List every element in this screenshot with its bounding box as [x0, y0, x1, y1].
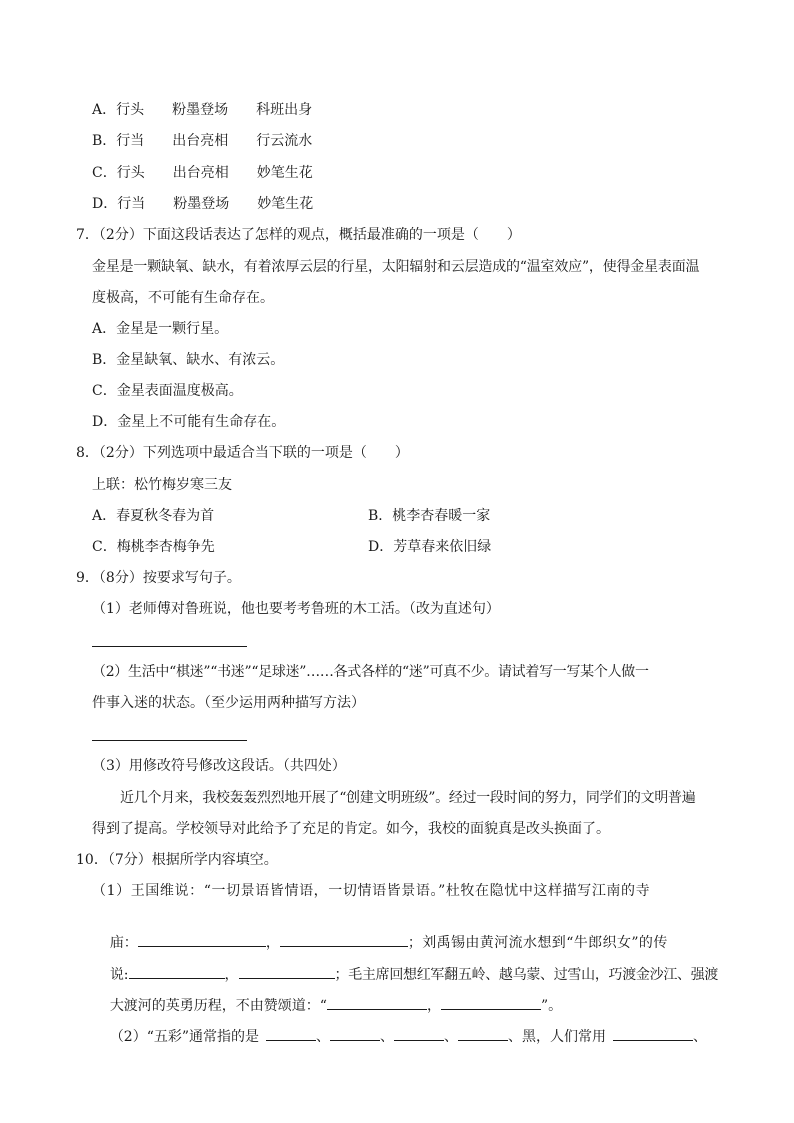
q10-sub2-sep-2: 、: [380, 1029, 395, 1045]
q7-option-c: C．金星表面温度极高。: [92, 383, 243, 399]
q7-passage-line-1: 金星是一颗缺氧、缺水，有着浓厚云层的行星，太阳辐射和云层造成的“温室效应”，使得金星表面温: [92, 259, 700, 275]
q10-line2-suffix: ；刘禹锡由黄河流水想到“牛郎织女”的传: [407, 935, 668, 951]
q8-couplet: 上联：松竹梅岁寒三友: [92, 477, 232, 493]
q10-sub2: [92, 1006, 707, 1067]
q7-passage-line-2: 度极高，不可能有生命存在。: [92, 290, 274, 306]
q9-sub2-line-2: 件事入迷的状态。（至少运用两种描写方法）: [92, 695, 365, 711]
q10-line3-suffix: ；毛主席回想红军翻五岭、越乌蒙、过雪山，巧渡金沙江、强渡: [334, 967, 719, 983]
q10-line2-prefix: 庙：: [109, 935, 138, 951]
q10-sub2-suffix: 、黑，人们常用: [508, 1029, 607, 1045]
q9-passage-line-2: 得到了提高。学校领导对此给予了充足的肯定。如今，我校的面貌真是改头换面了。: [92, 821, 610, 837]
q9-answer-line-1[interactable]: [92, 646, 247, 647]
q10-line3-comma: ，: [224, 967, 239, 983]
q8-option-c: C．梅桃李杏梅争先: [92, 539, 215, 555]
q9-answer-line-2[interactable]: [92, 740, 247, 741]
q10-color-blank-1[interactable]: [266, 1026, 316, 1041]
q8-option-a: A．春夏秋冬春为首: [92, 508, 215, 524]
q6-option-b: B．行当 出台亮相 行云流水: [92, 133, 313, 149]
q6-option-d: D．行当 粉墨登场 妙笔生花: [92, 196, 314, 212]
q8-option-d: D．芳草春来依旧绿: [368, 539, 492, 555]
q10-sub2-prefix: （2）“五彩”通常指的是: [109, 1029, 260, 1045]
q7-option-b: B．金星缺氧、缺水、有浓云。: [92, 352, 285, 368]
q7-option-a: A．金星是一颗行星。: [92, 321, 229, 337]
q10-color-blank-3[interactable]: [394, 1026, 444, 1041]
q9-sub2-line-1: （2）生活中“棋迷”“书迷”“足球迷”……各式各样的“迷”可真不少。请试着写一写某个人做一: [92, 664, 649, 680]
q9-sub1: （1）老师傅对鲁班说，他也要考考鲁班的木工活。（改为直述句）: [92, 601, 500, 617]
q8-stem: 8．（2分）下列选项中最适合当下联的一项是（ ）: [76, 445, 409, 461]
q10-line3-prefix: 说:: [109, 967, 129, 983]
q10-line2-comma: ，: [265, 935, 280, 951]
q6-option-c: C．行头 出台亮相 妙笔生花: [92, 165, 313, 181]
q10-line4-suffix: ”。: [540, 998, 563, 1014]
q9-stem: 9．（8分）按要求写句子。: [76, 570, 241, 586]
q10-line4-comma: ，: [426, 998, 441, 1014]
q7-stem: 7．（2分）下面这段话表达了怎样的观点，概括最准确的一项是（ ）: [76, 227, 521, 243]
q8-option-b: B．桃李杏春暖一家: [368, 508, 491, 524]
q9-passage-line-1: 近几个月来，我校轰轰烈烈地开展了“创建文明班级”。经过一段时间的努力，同学们的文明普遍: [120, 790, 696, 806]
q10-color-blank-2[interactable]: [330, 1026, 380, 1041]
q10-sub1-line-1: （1）王国维说：“一切景语皆情语，一切情语皆景语。”杜牧在隐忧中这样描写江南的寺: [92, 883, 651, 899]
q9-sub3: （3）用修改符号修改这段话。（共四处）: [92, 758, 346, 774]
q6-option-a: A．行头 粉墨登场 科班出身: [92, 102, 313, 118]
q10-color-blank-4[interactable]: [458, 1026, 508, 1041]
q10-sub2-sep-1: 、: [316, 1029, 331, 1045]
q10-stem: 10．（7分）根据所学内容填空。: [76, 852, 278, 868]
q10-sub2-sep-4: 、: [693, 1029, 708, 1045]
q7-option-d: D．金星上不可能有生命存在。: [92, 414, 286, 430]
q10-line4-prefix: 大渡河的英勇历程，不由赞颂道：“: [109, 998, 327, 1014]
q10-sub2-sep-3: 、: [444, 1029, 459, 1045]
q10-usage-blank[interactable]: [613, 1026, 693, 1041]
